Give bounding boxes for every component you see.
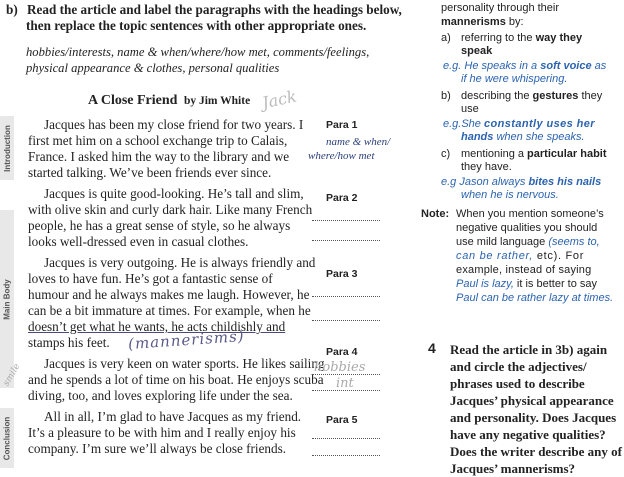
para2-blank-2[interactable] — [312, 240, 380, 241]
p1-line4: started talking. We’ve been friends ever since. — [28, 165, 272, 180]
p5-line3: company. I’m sure we’ll always be close friends. — [28, 441, 287, 456]
point-c-line1: mentioning a particular habit — [461, 148, 607, 160]
note-line6: Paul is lazy, it is better to say — [456, 278, 598, 290]
para3-blank-2[interactable] — [312, 320, 380, 321]
exercise4-line7: Does the writer describe any of — [450, 444, 622, 459]
p3-line3: humour and he always makes me laugh. However, he — [28, 287, 310, 302]
task-label: b) — [6, 2, 18, 17]
task-instruction-line1: Read the article and label the paragraphs with the headings below, — [27, 2, 402, 17]
exercise4-line2: and circle the adjectives/ — [450, 359, 587, 374]
point-b-line2: use — [461, 103, 479, 115]
right-intro-line2: mannerisms by: — [441, 16, 524, 28]
note-label: Note: — [421, 208, 450, 220]
para1-answer-line1: name & when/ — [326, 136, 391, 148]
side-tab-introduction: Introduction — [0, 116, 14, 180]
exercise4-line1: Read the article in 3b) again — [450, 342, 608, 357]
p4-line3: diving, too, and loves exploring life under the sea. — [28, 388, 293, 403]
para1-answer-line2: where/how met — [308, 150, 375, 162]
para4-answer-1: hobbies — [314, 360, 366, 375]
p4-line1: Jacques is very keen on water sports. He likes sailing — [44, 356, 325, 371]
p5-line2: It’s a pleasure to be with him and I really enjoy his — [28, 425, 296, 440]
p3-line6: stamps his feet. — [28, 335, 110, 350]
p2-line3: people, he has a great sense of style, so he always — [28, 218, 291, 233]
point-c-line2: they have. — [461, 161, 512, 173]
point-c-label: c) — [441, 148, 451, 160]
p1-line3: France. I asked him the way to the library and we — [28, 149, 290, 164]
para4-blank-2[interactable] — [312, 390, 380, 391]
note-line1: When you mention someone’s — [456, 208, 604, 220]
p1-line2: first met him on a school exchange trip to Calais, — [28, 133, 288, 148]
exercise4-line6: have any negative qualities? — [450, 427, 606, 442]
para5-blank-1[interactable] — [312, 438, 380, 439]
exercise4-line5: and personality. Does Jacques — [450, 410, 617, 425]
para1-answer — [308, 135, 390, 163]
para5-blank-2[interactable] — [312, 455, 380, 456]
p3-line1: Jacques is very outgoing. He is always friendly and — [44, 255, 316, 270]
p1-line1: Jacques has been my close friend for two years. I — [44, 117, 304, 132]
point-a-example2: if he were whispering. — [461, 73, 568, 85]
p4-line2: and he spends a lot of time on his boat. He enjoys scuba — [28, 372, 324, 387]
para2-blank-1[interactable] — [312, 220, 380, 221]
para4-blank-1[interactable] — [312, 374, 380, 375]
note-line4: can be rather, etc). For — [456, 250, 585, 262]
point-a-line2: speak — [461, 45, 493, 57]
p2-line2: with olive skin and curly dark hair. Like many French — [28, 202, 313, 217]
p3-line4: can be a bit immature at times. For example, when he — [28, 303, 311, 318]
para-label-3: Para 3 — [326, 268, 358, 280]
para-label-5: Para 5 — [326, 414, 358, 426]
point-b-line1: describing the gestures they — [461, 90, 603, 102]
note-line2: negative qualities you should — [456, 222, 598, 234]
para3-blank-1[interactable] — [312, 296, 380, 297]
point-a-example1: e.g. He speaks in a soft voice as — [443, 60, 607, 72]
task-header — [6, 2, 402, 34]
point-a-line1: referring to the way they — [461, 32, 583, 44]
note-line5: example, instead of saying — [456, 264, 592, 276]
headings-list — [26, 44, 369, 76]
p2-line1: Jacques is quite good-looking. He’s tall and slim, — [44, 186, 304, 201]
point-c-example2: when he is nervous. — [461, 189, 559, 201]
para-label-4: Para 4 — [326, 346, 358, 358]
point-c-example1: e.g Jason always bites his nails — [441, 176, 602, 188]
right-intro-line1: personality through their — [441, 2, 560, 14]
para-label-1: Para 1 — [326, 119, 358, 131]
headings-line1: hobbies/interests, name & when/where/how met, comments/feelings, — [26, 45, 370, 59]
p5-line1: All in all, I’m glad to have Jacques as my friend. — [44, 409, 302, 424]
p3-line2: loves to have fun. He’s got a fantastic sense of — [28, 271, 273, 286]
handwritten-name: Jack — [260, 86, 299, 113]
p3-line5: doesn’t get what he wants, he acts childishly and — [28, 319, 286, 334]
note-line3: use mild language (seems to, — [456, 236, 600, 248]
article-title — [88, 93, 250, 109]
article-title-text: A Close Friend — [88, 93, 178, 108]
headings-line2: physical appearance & clothes, personal qualities — [26, 61, 280, 75]
point-b-label: b) — [441, 90, 451, 102]
exercise4-line3: phrases used to describe — [450, 376, 585, 391]
note-line7: Paul can be rather lazy at times. — [456, 292, 614, 304]
article-author: by Jim White — [183, 95, 251, 107]
point-a-label: a) — [441, 32, 451, 44]
exercise-number: 4 — [428, 340, 436, 356]
handwritten-mannerisms: (mannerisms) — [127, 326, 246, 354]
handwritten-margin-note: smile — [1, 361, 23, 389]
point-b-example1: e.g.She constantly uses her — [443, 118, 595, 130]
task-instruction-line2: then replace the topic sentences with other appropriate ones. — [26, 18, 367, 33]
para4-answer-2: int — [336, 376, 354, 391]
exercise4-line4: Jacques’ physical appearance — [450, 393, 614, 408]
side-tab-main-body: Main Body — [0, 210, 14, 388]
exercise4-line8: Jacques’ mannerisms? — [450, 461, 576, 476]
p2-line4: looks well-dressed even in casual clothes. — [28, 234, 249, 249]
side-tab-conclusion: Conclusion — [0, 408, 14, 468]
para-label-2: Para 2 — [326, 192, 358, 204]
point-b-example2: hands when she speaks. — [461, 131, 585, 143]
